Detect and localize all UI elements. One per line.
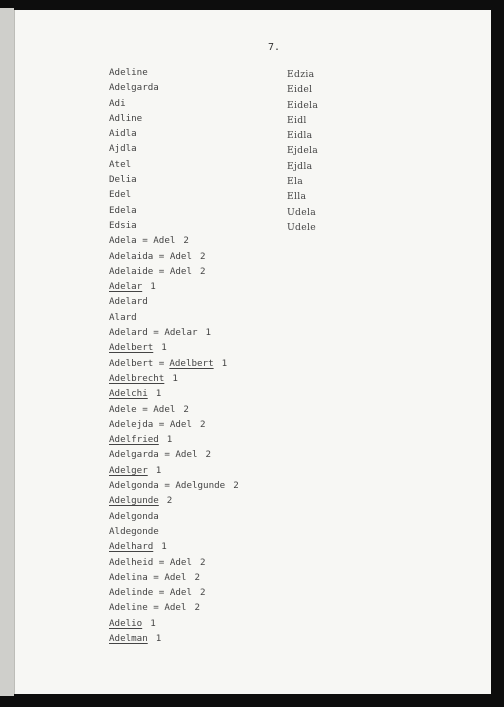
name-text: Edela — [109, 204, 137, 216]
name-entry — [109, 203, 239, 218]
name-reference: = Adel — [153, 556, 192, 568]
name-entry — [109, 218, 239, 233]
name-entry — [109, 249, 239, 264]
name-text: Delia — [109, 174, 137, 186]
entry-count: 2 — [194, 571, 201, 583]
name-entry — [109, 96, 239, 111]
entry-count: 2 — [233, 480, 239, 492]
name-text: Adelbrecht — [109, 372, 165, 384]
entry-count: 1 — [150, 617, 156, 629]
name-text: Adelhard — [109, 541, 154, 553]
name-reference: = Adelgunde — [158, 480, 226, 492]
name-entry — [109, 600, 239, 615]
name-entry — [109, 631, 239, 646]
name-entry: Udele — [287, 221, 316, 233]
name-entry: Ela — [287, 176, 304, 188]
name-text: Adi — [109, 97, 126, 109]
name-text: Adeline — [109, 67, 148, 78]
name-text: Adelgonda — [109, 510, 159, 522]
name-entry — [109, 371, 239, 386]
name-text: Adelgarda — [109, 449, 159, 461]
name-entry — [109, 233, 239, 248]
name-entry — [109, 524, 239, 539]
name-reference: = Adelar — [147, 327, 198, 339]
name-reference: = Adel — [136, 235, 176, 247]
entry-count: 1 — [155, 464, 162, 476]
name-list-right — [287, 67, 318, 235]
entry-count: 1 — [155, 388, 162, 400]
name-reference: = Adel — [153, 250, 192, 262]
name-entry — [109, 539, 239, 554]
name-text: Adelgonda — [109, 480, 159, 492]
entry-count: 2 — [166, 495, 173, 507]
name-text: Alard — [109, 311, 137, 323]
name-entry — [109, 172, 239, 187]
name-entry — [109, 402, 239, 417]
page-number: 7. — [268, 42, 281, 53]
name-text: Edsia — [109, 219, 137, 231]
entry-count: 1 — [221, 357, 228, 369]
name-entry — [109, 509, 239, 524]
entry-count: 2 — [183, 235, 189, 247]
entry-count: 2 — [200, 556, 206, 568]
name-text: Atel — [109, 158, 132, 170]
name-entry — [109, 585, 239, 600]
name-text: Adelaida — [109, 250, 154, 262]
name-entry — [109, 325, 239, 340]
entry-count: 1 — [172, 372, 178, 384]
name-entry — [109, 616, 239, 631]
name-text: Adelgarda — [109, 82, 159, 94]
name-text: Adline — [109, 112, 143, 124]
name-reference: = Adel — [147, 571, 187, 583]
name-entry — [109, 493, 239, 508]
entry-count: 2 — [200, 250, 206, 262]
name-entry — [109, 80, 239, 95]
name-entry — [109, 264, 239, 279]
name-reference-target: Adelbert — [169, 357, 214, 369]
name-text: Adelbert — [109, 342, 154, 354]
name-entry — [109, 417, 239, 432]
name-entry — [109, 111, 239, 126]
name-entry — [109, 570, 239, 585]
name-text: Adelejda — [109, 418, 154, 430]
name-entry: Eidel — [287, 84, 313, 96]
name-entry: Eidela — [287, 99, 319, 111]
name-text: Adelger — [109, 464, 148, 476]
name-entry — [109, 187, 239, 202]
name-reference: = Adel — [158, 449, 198, 461]
name-reference: = Adel — [147, 602, 187, 614]
name-text: Adeline — [109, 602, 148, 614]
name-text: Adele — [109, 403, 137, 415]
name-text: Adelheid — [109, 556, 154, 568]
name-text: Adelar — [109, 281, 143, 293]
name-reference: = Adel — [153, 265, 192, 277]
name-entry: Eidl — [287, 114, 307, 126]
name-entry — [109, 340, 239, 355]
name-text: Edel — [109, 189, 132, 201]
entry-count: 1 — [155, 632, 162, 644]
name-text: Adelgunde — [109, 495, 159, 507]
name-text: Adelio — [109, 617, 143, 629]
name-reference: = Adel — [153, 587, 192, 599]
name-list-left — [109, 65, 239, 646]
name-entry: Eidla — [287, 130, 313, 142]
name-entry — [109, 294, 239, 309]
entry-count: 2 — [200, 587, 206, 599]
name-text: Adelchi — [109, 388, 148, 400]
name-text: Aldegonde — [109, 525, 159, 537]
entry-count: 1 — [150, 281, 156, 293]
name-entry — [109, 432, 239, 447]
document-page — [14, 10, 491, 694]
binding-edge — [0, 8, 14, 696]
entry-count: 2 — [200, 418, 206, 430]
name-entry: Ejdla — [287, 160, 313, 172]
name-entry — [109, 141, 239, 156]
name-text: Adelard — [109, 296, 148, 308]
name-entry — [109, 447, 239, 462]
name-text: Aidla — [109, 128, 137, 140]
entry-count: 2 — [183, 403, 189, 415]
name-entry — [109, 478, 239, 493]
entry-count: 1 — [161, 541, 167, 553]
entry-count: 2 — [205, 449, 212, 461]
name-entry — [109, 157, 239, 172]
name-entry — [109, 463, 239, 478]
name-entry — [109, 386, 239, 401]
name-entry — [109, 356, 239, 371]
name-entry: Udela — [287, 206, 316, 218]
name-text: Adelaide — [109, 265, 154, 277]
name-entry — [109, 310, 239, 325]
name-text: Adelard — [109, 327, 148, 339]
name-entry — [109, 65, 239, 80]
name-entry: Edzia — [287, 69, 315, 80]
name-text: Adelfried — [109, 434, 159, 446]
name-reference: = — [153, 357, 165, 369]
entry-count: 1 — [166, 434, 173, 446]
name-text: Adelinde — [109, 587, 154, 599]
entry-count: 2 — [194, 602, 201, 614]
name-entry — [109, 555, 239, 570]
name-entry — [109, 279, 239, 294]
name-reference: = Adel — [136, 403, 176, 415]
name-entry: Ella — [287, 191, 307, 203]
name-text: Adelbert — [109, 357, 154, 369]
entry-count: 1 — [161, 342, 167, 354]
name-entry — [109, 126, 239, 141]
entry-count: 1 — [205, 327, 212, 339]
name-text: Ajdla — [109, 143, 137, 155]
entry-count: 2 — [200, 265, 206, 277]
name-entry: Ejdela — [287, 145, 319, 157]
name-text: Adelman — [109, 632, 148, 644]
name-text: Adelina — [109, 571, 148, 583]
name-text: Adela — [109, 235, 137, 247]
name-reference: = Adel — [153, 418, 192, 430]
